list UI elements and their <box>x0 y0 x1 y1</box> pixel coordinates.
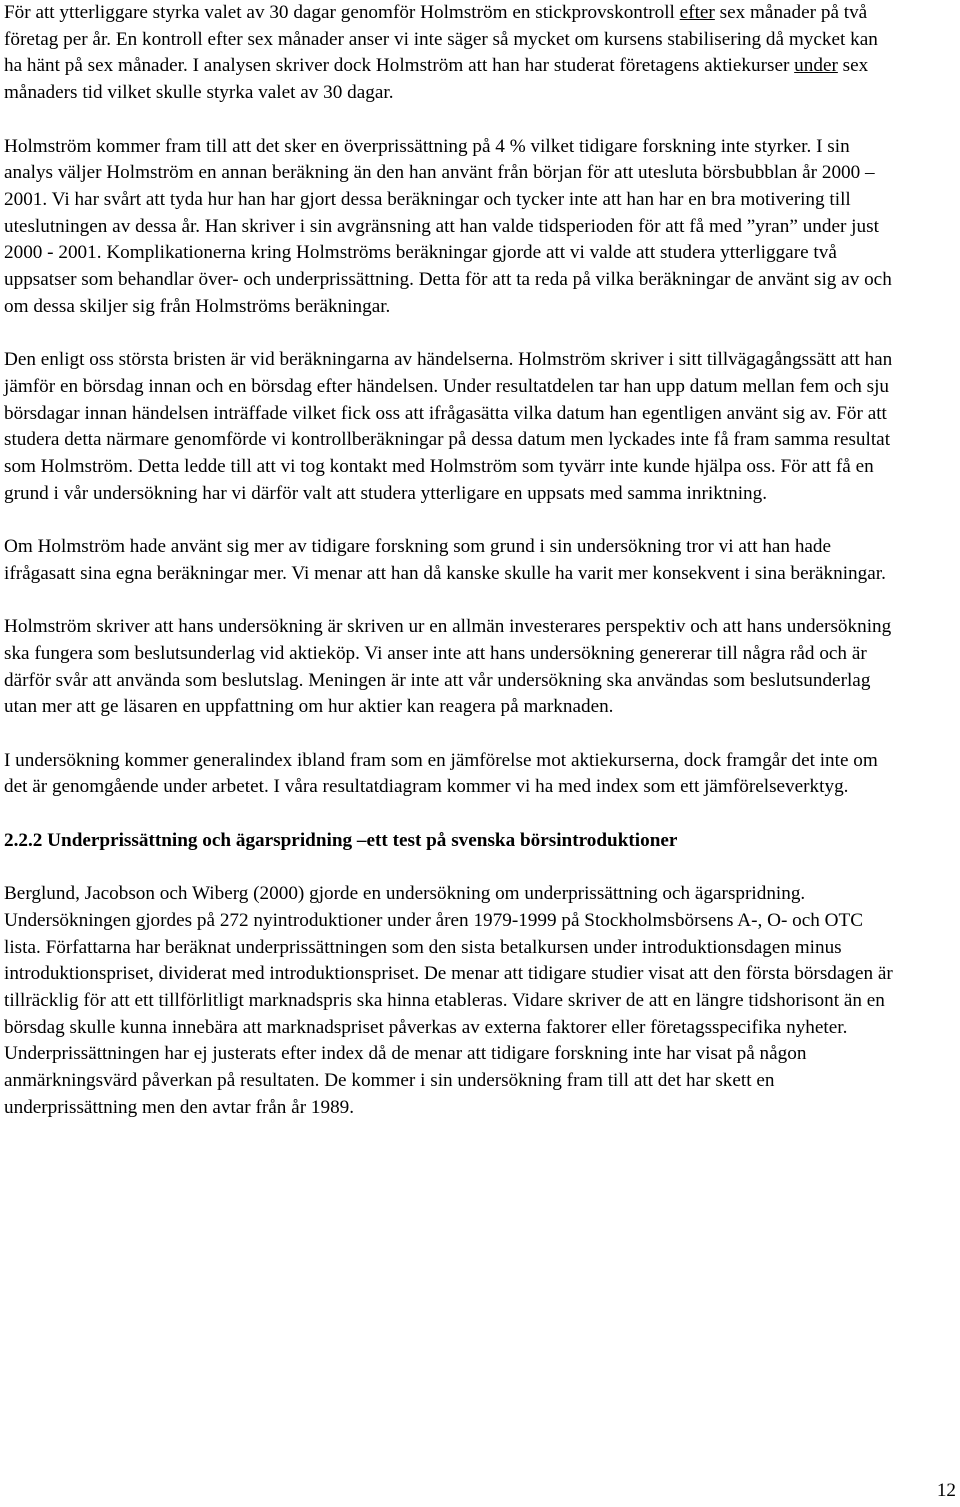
body-text <box>4 0 894 801</box>
paragraph <box>4 134 894 321</box>
paragraph-text: sex månaders tid vilket skulle styrka valet av 30 dagar. <box>4 55 869 104</box>
paragraph-text: För att ytterliggare styrka valet av 30 dagar genomför Holmström en stickprovskontroll <box>4 2 680 23</box>
paragraph-text: Holmström kommer fram till att det sker en överprissättning på 4 % vilket tidigare forskning inte styrker. I sin analys väljer Holmström en annan beräkning än den han använt från början för att utesluta börsbubblan år 2000 – 2001. Vi har svårt att tyda hur han har gjort dessa beräkningar och tycker inte att han har en bra motivering till uteslutningen av dessa år. Han skriver i sin avgränsning att han valde tidsperioden för att få med ”yran” under just 2000 - 2001. Komplikationerna kring Holmströms beräkningar gjorde att vi valde att studera ytterliggare två uppsatser som behandlar över- och underprissättning. Detta för att ta reda på vilka beräkningar de använt sig av och om dessa skiljer sig från Holmströms beräkningar. <box>4 135 892 317</box>
section-heading: 2.2.2 Underprissättning och ägarspridning –ett test på svenska börsintroduktioner <box>4 829 678 851</box>
paragraph-text: I undersökning kommer generalindex ibland fram som en jämförelse mot aktiekurserna, dock framgår det inte om det är genomgående under arbetet. I våra resultatdiagram kommer vi ha med index som ett jämförelseverktyg. <box>4 749 878 798</box>
page-number: 12 <box>936 1480 956 1501</box>
paragraph <box>4 347 894 507</box>
paragraph-text: Holmström skriver att hans undersökning är skriven ur en allmän investerares perspektiv och att hans undersökning ska fungera som beslutsunderlag vid aktieköp. Vi anser inte att hans undersökning genererar till några råd och är därför svår att använda som beslutslag. Meningen är inte att vår undersökning ska användas som beslutsunderlag utan mer att ge läsaren en uppfattning om hur aktier kan reagera på marknaden. <box>4 616 892 718</box>
paragraph-text: sex månader på två företag per år. En kontroll efter sex månader anser vi inte säger så mycket om kursens stabilisering då mycket kan ha hänt på sex månader. I analysen skriver dock Holmström att han har studerat företagens aktiekurser <box>4 2 878 77</box>
underlined-word: under <box>794 55 838 77</box>
paragraph <box>4 614 894 721</box>
section-paragraph: Berglund, Jacobson och Wiberg (2000) gjorde en undersökning om underprissättning och ägarspridning. Undersökningen gjordes på 272 nyintroduktioner under åren 1979-1999 på Stockholmsbörsens A-, O- och OTC lista. Författarna har beräknat underprissättningen som den sista betalkursen under introduktionsdagen minus introduktionspriset, dividerat med introduktionspriset. De menar att tidigare studier visat att den första börsdagen är tillräcklig för att ett tillförlitligt marknadspris ska hinna etableras. Vidare skriver de att en längre tidshorisont än en börsdag skulle kunna innebära att marknadspriset påverkas av externa faktorer eller företagsspecifika nyheter. Underprissättningen har ej justerats efter index då de menar att tidigare forskning inte har visat på någon anmärkningsvärd påverkan på resultaten. De kommer i sin undersökning fram till att det har skett en underprissättning men den avtar från år 1989. <box>4 883 893 1118</box>
document-page <box>4 0 894 1148</box>
paragraph-text: Den enligt oss största bristen är vid beräkningarna av händelserna. Holmström skriver i sitt tillvägagångssätt att han jämför en börsdag innan och en börsdag efter händelsen. Under resultatdelen tar han upp datum mellan fem och sju börsdagar innan händelsen inträffade vilket fick oss att ifrågasätta vilka datum han egentligen använt sig av. För att studera detta närmare genomförde vi kontrollberäkningar på dessa datum men lyckades inte få fram samma resultat som Holmström. Detta ledde till att vi tog kontakt med Holmström som tyvärr inte kunde hjälpa oss. För att få en grund i vår undersökning har vi därför valt att studera ytterligare en uppsats med samma inriktning. <box>4 349 893 504</box>
paragraph <box>4 0 894 107</box>
paragraph <box>4 748 894 801</box>
underlined-word: efter <box>679 2 715 23</box>
paragraph-text: Om Holmström hade använt sig mer av tidigare forskning som grund i sin undersökning tror vi att han hade ifrågasatt sina egna beräkningar mer. Vi menar att han då kanske skulle ha varit mer konsekvent i sina beräkningar. <box>4 536 886 584</box>
paragraph <box>4 534 894 587</box>
